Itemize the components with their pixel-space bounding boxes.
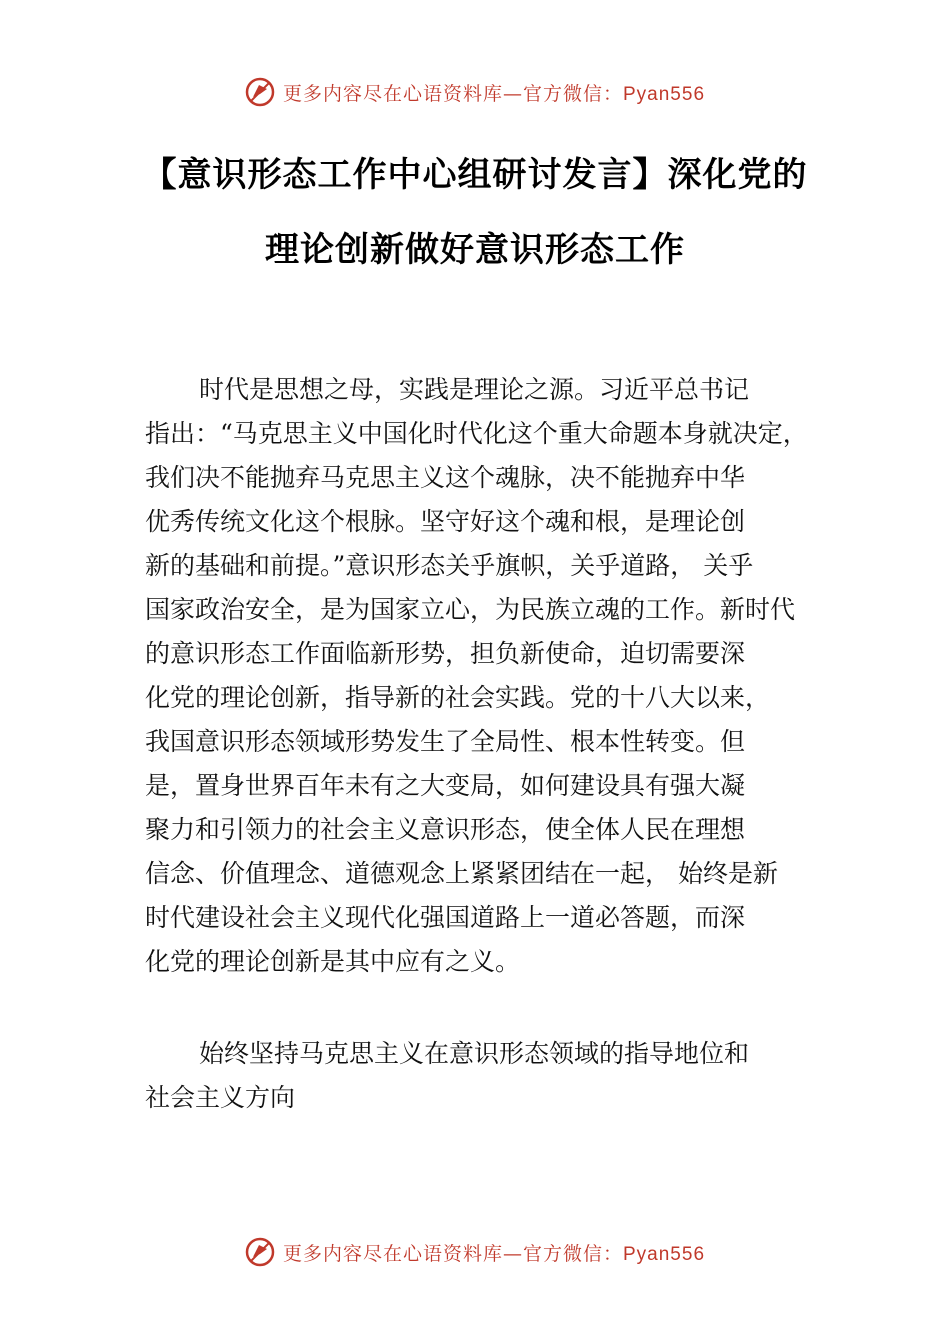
paragraph-2-line: 始终坚持马克思主义在意识形态领域的指导地位和 [199,1039,750,1068]
document-title-line-2: 理论创新做好意识形态工作 [265,230,685,270]
paragraph-1-line: 时代建设社会主义现代化强国道路上一道必答题，而深 [145,903,746,932]
paragraph-1-line: 化党的理论创新，指导新的社会实践。党的十八大以来， [145,683,771,712]
paragraph-1-line: 聚力和引领力的社会主义意识形态，使全体人民在理想 [145,815,746,844]
paragraph-1-line: 时代是思想之母，实践是理论之源。习近平总书记 [199,375,750,404]
header-banner-text: 更多内容尽在心语资料库—官方微信：Pyan556 [282,82,706,105]
wechat-id: Pyan556 [623,1243,706,1265]
paragraph-1-line: 是，置身世界百年未有之大变局，如何建设具有强大凝 [145,771,746,800]
document-title-line-1: 【意识形态工作中心组研讨发言】深化党的 [142,155,808,195]
footer-banner-text: 更多内容尽在心语资料库—官方微信：Pyan556 [282,1242,706,1265]
paragraph-1-line: 我国意识形态领域形势发生了全局性、根本性转变。但 [145,727,746,756]
paragraph-1-line: 优秀传统文化这个根脉。坚守好这个魂和根，是理论创 [145,507,746,536]
paragraph-1-line: 国家政治安全，是为国家立心，为民族立魂的工作。新时代 [145,595,796,624]
logo-icon [245,77,275,107]
wechat-id: Pyan556 [623,83,706,105]
footer-banner [0,1232,950,1272]
paragraph-1-line: 指出：“马克思主义中国化时代化这个重大命题本身就决定， [145,419,808,448]
paragraph-1-line: 的意识形态工作面临新形势，担负新使命，迫切需要深 [145,639,746,668]
paragraph-1-line: 我们决不能抛弃马克思主义这个魂脉，决不能抛弃中华 [145,463,746,492]
paragraph-1-line: 新的基础和前提。”意识形态关乎旗帜，关乎道路， 关乎 [145,551,754,580]
paragraph-2-line: 社会主义方向 [145,1083,296,1112]
header-banner [0,72,950,112]
logo-icon [245,1237,275,1267]
paragraph-1-line: 化党的理论创新是其中应有之义。 [145,947,521,976]
paragraph-1-line: 信念、价值理念、道德观念上紧紧团结在一起， 始终是新 [145,859,778,888]
